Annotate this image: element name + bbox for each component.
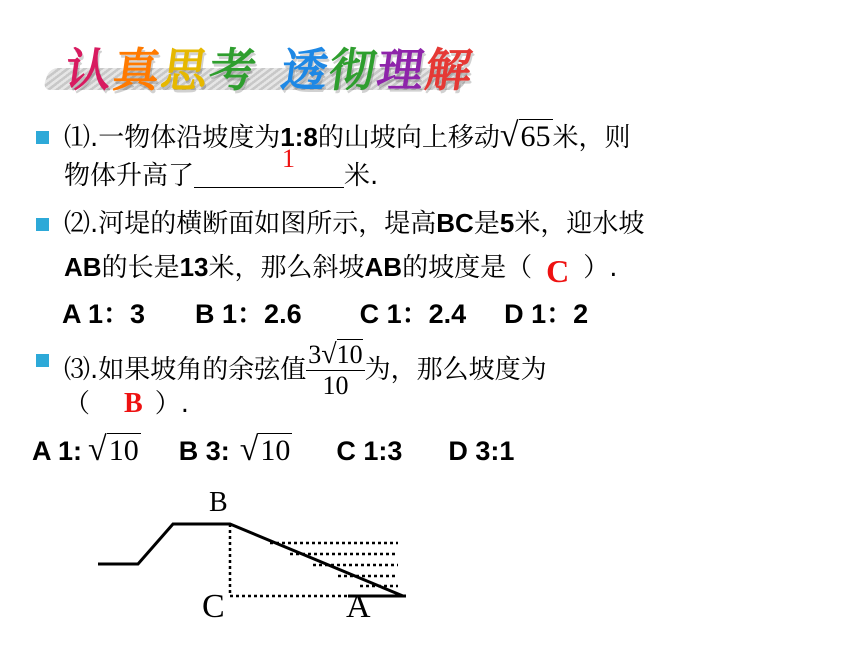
sqrt-65: √65 bbox=[499, 117, 551, 154]
answer-2: C bbox=[546, 253, 570, 289]
answer-3: B bbox=[124, 388, 143, 419]
title-char: 彻 bbox=[325, 43, 382, 97]
question-1-line-1: ⑴.一物体沿坡度为1:8的山坡向上移动√65米，则 bbox=[64, 117, 631, 154]
title-text bbox=[61, 34, 478, 100]
title-char: 认 bbox=[61, 43, 118, 97]
answer-blank bbox=[194, 144, 344, 188]
title-banner bbox=[46, 28, 476, 98]
title-char: 思 bbox=[157, 43, 214, 97]
answer-1: 1 bbox=[282, 144, 296, 173]
title-char: 考 bbox=[205, 43, 262, 97]
bullet-square bbox=[36, 131, 49, 144]
question-2-line-2: AB的长是13米，那么斜坡AB的坡度是（ C ）. bbox=[64, 252, 618, 289]
title-char: 透 bbox=[277, 43, 334, 97]
label-a: A bbox=[346, 588, 371, 625]
question-2-line-1: ⑵.河堤的横断面如图所示，堤高BC是5米，迎水坡 bbox=[64, 208, 645, 239]
bullet-square bbox=[36, 218, 49, 231]
embankment-outline bbox=[98, 524, 403, 596]
fraction-3sqrt10-over-10: $\frac{3√10}{10}$ bbox=[308, 339, 363, 400]
question-1-line-2: 物体升高了 1 米. bbox=[64, 158, 378, 194]
title-char: 理 bbox=[373, 43, 430, 97]
question-3-options: A 1: √10 B 3: √10 C 1:3 D 3:1 bbox=[32, 431, 515, 468]
sqrt-10: √10 bbox=[239, 431, 291, 468]
question-2-options: A 1：3 B 1：2.6 C 1：2.4 D 1：2 bbox=[62, 299, 589, 329]
question-3-line-1: ⑶.如果坡角的余弦值 $\frac{3√10}{10}$ 为，那么坡度为 bbox=[64, 339, 547, 400]
sqrt-10: √10 bbox=[88, 431, 139, 468]
bullet-square bbox=[36, 354, 49, 367]
title-char: 解 bbox=[421, 43, 478, 97]
title-char: 真 bbox=[109, 43, 166, 97]
question-3-line-2: （ B ）. bbox=[64, 388, 189, 419]
label-b: B bbox=[209, 487, 228, 518]
label-c: C bbox=[202, 588, 225, 625]
